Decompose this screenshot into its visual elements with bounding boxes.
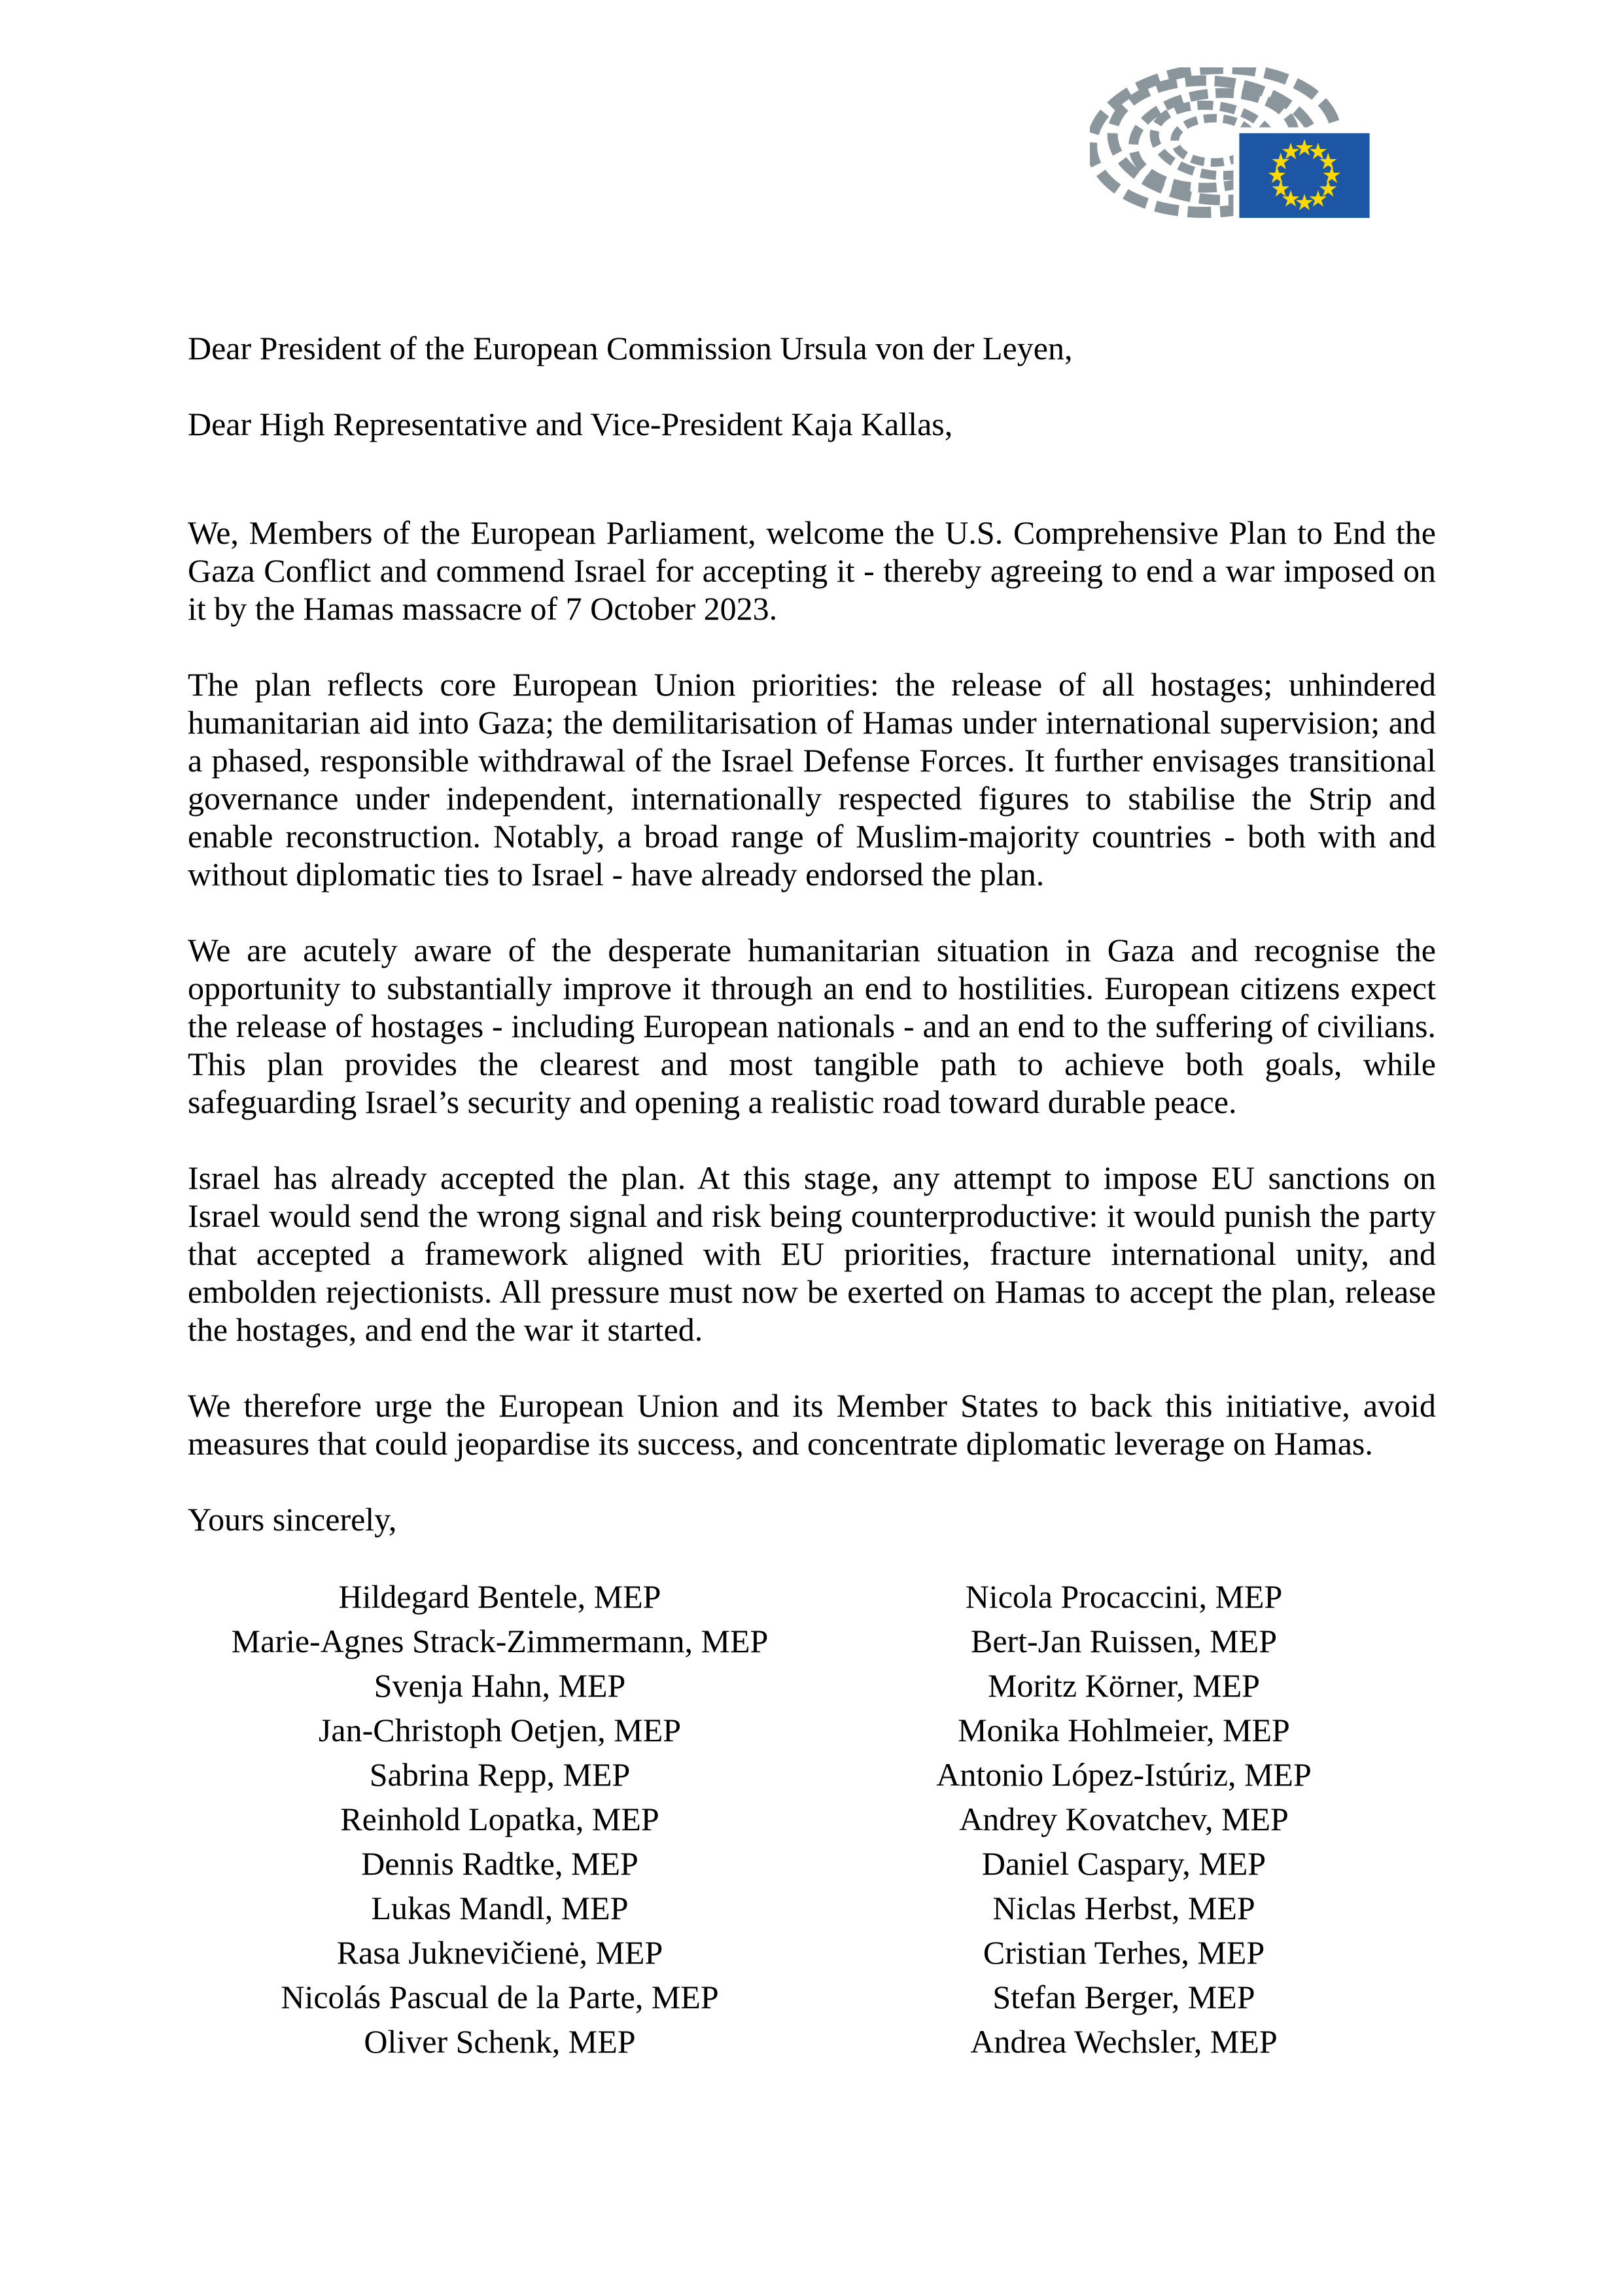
closing-line: Yours sincerely, (188, 1501, 397, 1538)
signatory-name: Lukas Mandl, MEP (371, 1890, 629, 1926)
signatory-name: Reinhold Lopatka, MEP (340, 1801, 659, 1837)
paragraph-plan-priorities: The plan reflects core European Union priorities: the release of all hostages; unhindered humanitarian aid into Gaza; the demilitarisation of Hamas under international supervision; and a phased, responsible withdrawal of the Israel Defense Forces. It further envisages transitional governance under independent, internationally respected figures to stabilise the Strip and enable reconstruction. Notably, a broad range of Muslim-majority countries - both with and without diplomatic ties to Israel - have already endorsed the plan. (188, 666, 1436, 892)
signatory-name: Antonio López-Istúriz, MEP (936, 1756, 1312, 1793)
signatory-name: Oliver Schenk, MEP (364, 2023, 636, 2060)
signatory-name: Rasa Juknevičienė, MEP (336, 1934, 663, 1971)
signatory-name: Hildegard Bentele, MEP (338, 1578, 661, 1615)
signatory-name: Svenja Hahn, MEP (374, 1667, 626, 1704)
signatory-name: Cristian Terhes, MEP (983, 1934, 1265, 1971)
signature-column-left (188, 1574, 812, 2064)
signatory-name: Andrea Wechsler, MEP (970, 2023, 1278, 2060)
paragraph-call-to-action: We therefore urge the European Union and its Member States to back this initiative, avoid measures that could jeopardise its success, and concentrate diplomatic leverage on Hamas. (188, 1387, 1436, 1462)
paragraph-humanitarian: We are acutely aware of the desperate humanitarian situation in Gaza and recognise the opportunity to substantially improve it through an end to hostilities. European citizens expect the release of hostages - including European nationals - and an end to the suffering of civilians. This plan provides the clearest and most tangible path to achieve both goals, while safeguarding Israel’s security and opening a realistic road toward durable peace. (188, 932, 1436, 1120)
signatory-name: Daniel Caspary, MEP (981, 1845, 1266, 1882)
signature-column-right (812, 1574, 1436, 2064)
signatory-name: Stefan Berger, MEP (992, 1979, 1255, 2015)
salutation-president: Dear President of the European Commission Ursula von der Leyen, (188, 330, 1073, 366)
signatory-name: Bert-Jan Ruissen, MEP (970, 1623, 1278, 1659)
signatory-name: Marie-Agnes Strack-Zimmermann, MEP (231, 1623, 769, 1659)
signatory-name: Niclas Herbst, MEP (992, 1890, 1255, 1926)
paragraph-welcome-plan: We, Members of the European Parliament, welcome the U.S. Comprehensive Plan to End the Gaza Conflict and commend Israel for accepting it - thereby agreeing to end a war imposed on it by the Hamas massacre of 7 October 2023. (188, 514, 1436, 627)
eu-flag-icon (1233, 128, 1370, 219)
signatory-name: Moritz Körner, MEP (988, 1667, 1260, 1704)
signatory-name: Jan-Christoph Oetjen, MEP (318, 1712, 682, 1748)
signatory-name: Andrey Kovatchev, MEP (959, 1801, 1289, 1837)
salutation-high-representative: Dear High Representative and Vice-President Kaja Kallas, (188, 406, 953, 442)
signatory-name: Nicola Procaccini, MEP (965, 1578, 1283, 1615)
european-parliament-logo (1090, 67, 1370, 219)
paragraph-sanctions-warning: Israel has already accepted the plan. At this stage, any attempt to impose EU sanctions on Israel would send the wrong signal and risk being counterproductive: it would punish the party that accepted a framework aligned with EU priorities, fracture international unity, and embolden rejectionists. All pressure must now be exerted on Hamas to accept the plan, release the hostages, and end the war it started. (188, 1159, 1436, 1348)
signatory-name: Nicolás Pascual de la Parte, MEP (281, 1979, 719, 2015)
signatory-name: Dennis Radtke, MEP (361, 1845, 638, 1882)
signatory-name: Monika Hohlmeier, MEP (958, 1712, 1290, 1748)
signatory-name: Sabrina Repp, MEP (369, 1756, 631, 1793)
letter-body (188, 329, 1436, 2064)
signature-columns (188, 1574, 1436, 2064)
